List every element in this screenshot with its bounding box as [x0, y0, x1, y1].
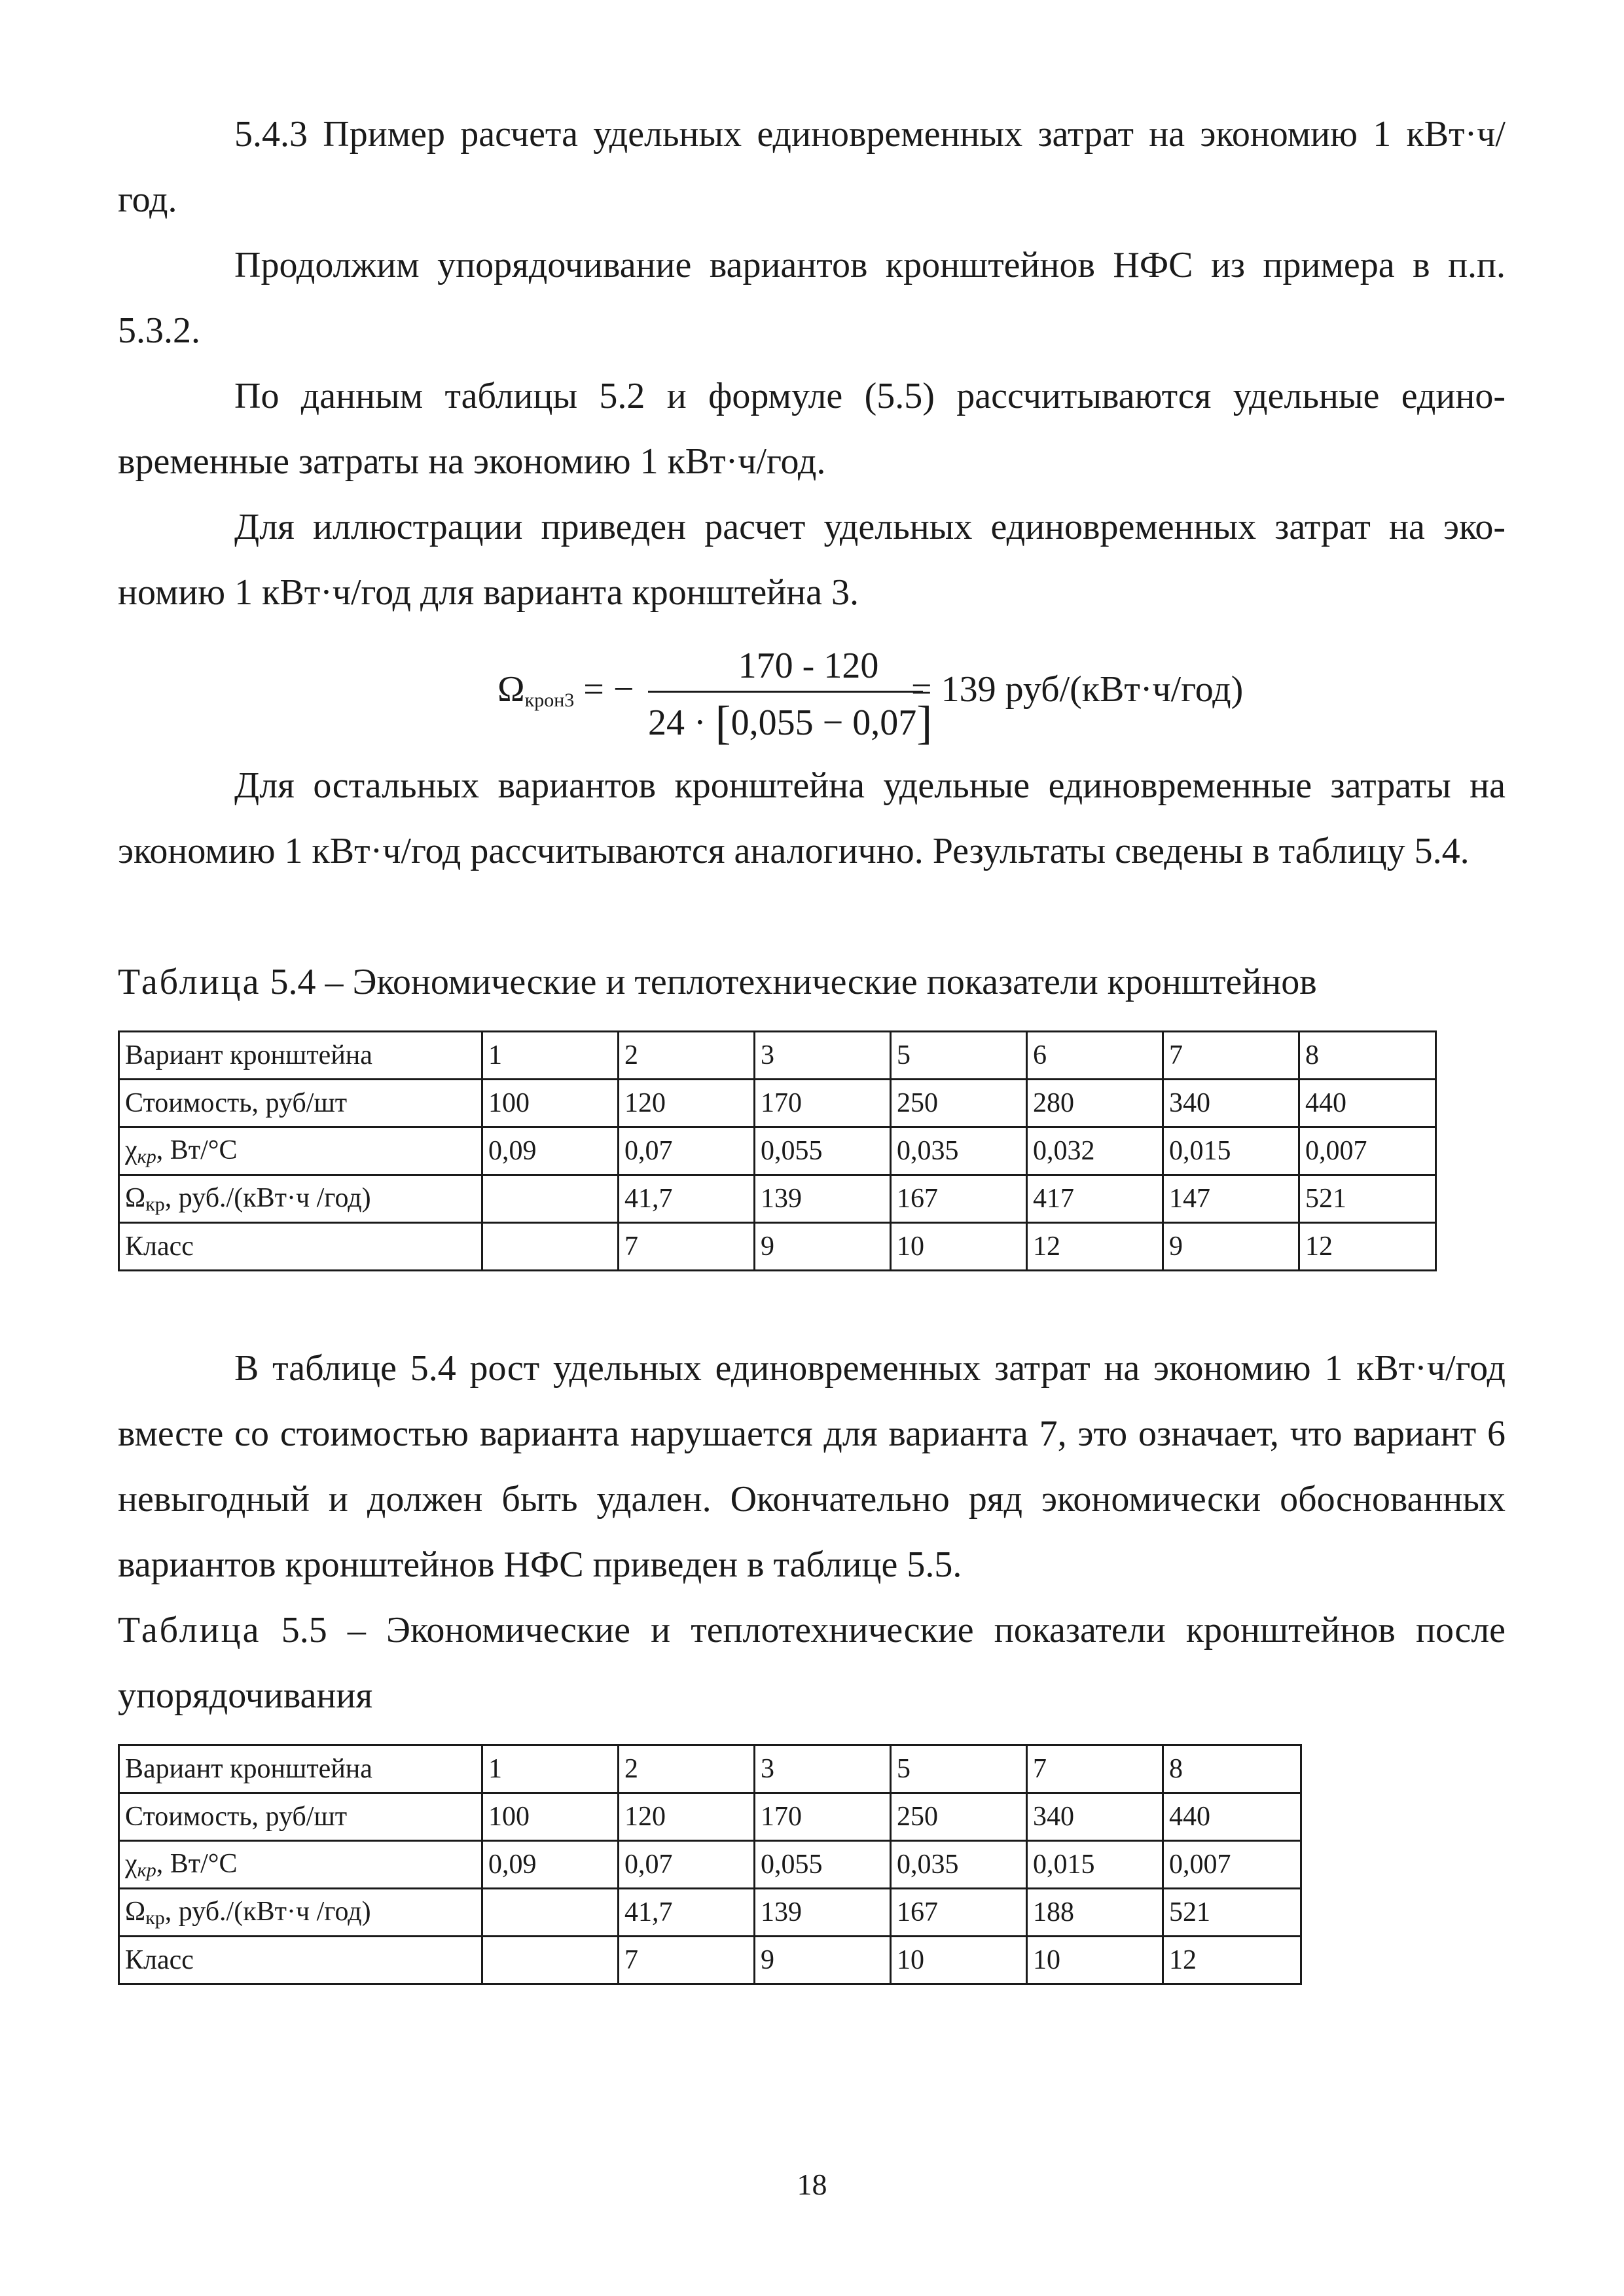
table-cell — [482, 1889, 619, 1937]
chi-unit: , Вт/°С — [156, 1135, 238, 1165]
omega-unit: , руб./(кВт·ч /год) — [164, 1896, 371, 1927]
table-row — [119, 1937, 1301, 1984]
table-5-4 — [118, 1030, 1437, 1271]
row-label: Класс — [119, 1937, 482, 1984]
table-cell: 0,035 — [891, 1841, 1027, 1889]
row-label — [119, 1127, 482, 1175]
table-cell: 9 — [755, 1937, 891, 1984]
table-cell: 3 — [755, 1745, 891, 1793]
denominator-inner: 0,055 − 0,07 — [731, 702, 917, 743]
row-label: Вариант кронштейна — [119, 1745, 482, 1793]
table-cell: 8 — [1163, 1745, 1301, 1793]
table-cell: 340 — [1163, 1080, 1299, 1127]
table-cell: 0,007 — [1163, 1841, 1301, 1889]
table-cell: 9 — [755, 1223, 891, 1271]
table-cell — [482, 1937, 619, 1984]
table-cell: 7 — [1027, 1745, 1163, 1793]
table-row — [119, 1841, 1301, 1889]
table-cell: 0,07 — [619, 1127, 755, 1175]
table-cell: 3 — [755, 1032, 891, 1080]
paragraph: По данным таблицы 5.2 и формуле (5.5) рассчитываются удельные едино-временные затраты на экономию 1 кВт·ч/год. — [118, 376, 1506, 482]
chi-symbol: χ — [125, 1135, 137, 1165]
table1-caption-text: 5.4 – Экономические и теплотехнические показатели кронштейнов — [270, 962, 1317, 1002]
table-cell: 170 — [755, 1080, 891, 1127]
table-cell: 167 — [891, 1889, 1027, 1937]
table2-caption-label: Таблица — [118, 1610, 261, 1650]
table-cell: 521 — [1163, 1889, 1301, 1937]
table-cell: 0,007 — [1299, 1127, 1436, 1175]
table-cell: 139 — [755, 1889, 891, 1937]
table-cell: 10 — [891, 1937, 1027, 1984]
table-row — [119, 1889, 1301, 1937]
table-cell: 2 — [619, 1745, 755, 1793]
table-cell: 10 — [891, 1223, 1027, 1271]
table-cell: 0,015 — [1027, 1841, 1163, 1889]
table-cell: 250 — [891, 1080, 1027, 1127]
paragraph: В таблице 5.4 рост удельных единовременных затрат на экономию 1 кВт·ч/год вместе со стоимостью варианта нарушается для варианта 7, это означает, что вариант 6 невыгодный и должен быть удален. Окончательно ряд экономически обоснованных вариантов кронштейнов НФС приведен в таблице 5.5. — [118, 1348, 1506, 1585]
chi-symbol: χ — [125, 1848, 137, 1879]
table-row — [119, 1793, 1301, 1841]
chi-subscript: кр — [137, 1859, 156, 1881]
row-label: Класс — [119, 1223, 482, 1271]
table-cell: 0,055 — [755, 1127, 891, 1175]
fraction-bar — [648, 691, 923, 693]
table-cell: 139 — [755, 1175, 891, 1223]
table-row — [119, 1745, 1301, 1793]
formula-numerator: 170 - 120 — [738, 646, 879, 686]
table-cell: 250 — [891, 1793, 1027, 1841]
table-cell: 0,032 — [1027, 1127, 1163, 1175]
table-cell: 340 — [1027, 1793, 1163, 1841]
table-cell: 0,055 — [755, 1841, 891, 1889]
paragraph: Для остальных вариантов кронштейна удельные единовременные затраты на экономию 1 кВт·ч/год рассчитываются аналогично. Результаты сведены в таблицу 5.4. — [118, 765, 1506, 871]
omega-subscript: кр — [145, 1906, 165, 1929]
after-table-text-block — [118, 1336, 1506, 1597]
table-cell: 100 — [482, 1080, 619, 1127]
table-row — [119, 1127, 1436, 1175]
row-label — [119, 1889, 482, 1937]
table-cell: 7 — [619, 1937, 755, 1984]
table-cell: 188 — [1027, 1889, 1163, 1937]
section-heading-paragraph: 5.4.3 Пример расчета удельных единовременных затрат на экономию 1 кВт·ч/год. — [118, 114, 1506, 220]
omega-unit: , руб./(кВт·ч /год) — [164, 1182, 371, 1213]
table2-caption-text: 5.5 – Экономические и теплотехнические показатели кронштейнов после упорядочивания — [118, 1610, 1506, 1716]
table-cell: 9 — [1163, 1223, 1299, 1271]
formula-lhs — [497, 668, 634, 712]
table-cell: 6 — [1027, 1032, 1163, 1080]
table-cell: 417 — [1027, 1175, 1163, 1223]
table-row — [119, 1032, 1436, 1080]
omega-subscript: кр — [145, 1193, 165, 1215]
paragraph: Для иллюстрации приведен расчет удельных единовременных затрат на эко-номию 1 кВт·ч/год для варианта кронштейна 3. — [118, 507, 1506, 613]
table-row — [119, 1080, 1436, 1127]
table-cell: 12 — [1299, 1223, 1436, 1271]
row-label: Стоимость, руб/шт — [119, 1793, 482, 1841]
table-cell: 0,07 — [619, 1841, 755, 1889]
table-cell: 1 — [482, 1032, 619, 1080]
table-cell: 41,7 — [619, 1175, 755, 1223]
denominator-prefix: 24 · — [648, 702, 706, 743]
table-cell: 167 — [891, 1175, 1027, 1223]
row-label — [119, 1175, 482, 1223]
table-cell: 147 — [1163, 1175, 1299, 1223]
left-bracket: [ — [715, 697, 731, 749]
table2-caption — [118, 1597, 1506, 1728]
row-label — [119, 1841, 482, 1889]
formula-result: = 139 руб/(кВт·ч/год) — [911, 669, 1244, 710]
chi-subscript: кр — [137, 1145, 156, 1167]
top-text-block — [118, 101, 1506, 625]
table1-caption — [118, 949, 1506, 1015]
table-cell: 170 — [755, 1793, 891, 1841]
omega-symbol: Ω — [125, 1896, 146, 1927]
table-cell — [482, 1175, 619, 1223]
table-cell: 5 — [891, 1032, 1027, 1080]
omega-symbol: Ω — [125, 1182, 146, 1213]
table-cell: 5 — [891, 1745, 1027, 1793]
table-row — [119, 1223, 1436, 1271]
formula-equals: = − — [583, 669, 634, 710]
right-bracket: ] — [916, 697, 933, 749]
page-number: 18 — [797, 2168, 827, 2201]
table-cell: 1 — [482, 1745, 619, 1793]
chi-unit: , Вт/°С — [156, 1848, 238, 1879]
formula-denominator — [648, 696, 933, 750]
table-cell: 12 — [1163, 1937, 1301, 1984]
table-cell: 120 — [619, 1080, 755, 1127]
table-cell: 0,015 — [1163, 1127, 1299, 1175]
table-cell: 440 — [1299, 1080, 1436, 1127]
table-cell: 0,09 — [482, 1127, 619, 1175]
table-cell: 7 — [1163, 1032, 1299, 1080]
formula-subscript: крон3 — [524, 689, 575, 711]
table-cell: 0,09 — [482, 1841, 619, 1889]
table-cell — [482, 1223, 619, 1271]
table-cell: 10 — [1027, 1937, 1163, 1984]
table-cell: 8 — [1299, 1032, 1436, 1080]
table-cell: 12 — [1027, 1223, 1163, 1271]
table-cell: 41,7 — [619, 1889, 755, 1937]
table-cell: 120 — [619, 1793, 755, 1841]
formula — [497, 645, 1283, 749]
table-cell: 440 — [1163, 1793, 1301, 1841]
table-cell: 0,035 — [891, 1127, 1027, 1175]
table-row — [119, 1175, 1436, 1223]
table-cell: 7 — [619, 1223, 755, 1271]
table-cell: 280 — [1027, 1080, 1163, 1127]
row-label: Стоимость, руб/шт — [119, 1080, 482, 1127]
paragraph: Продолжим упорядочивание вариантов кронштейнов НФС из примера в п.п. 5.3.2. — [118, 245, 1506, 351]
table1-caption-label: Таблица — [118, 962, 261, 1002]
table-5-5 — [118, 1744, 1302, 1985]
table-cell: 100 — [482, 1793, 619, 1841]
mid-text-block — [118, 753, 1506, 884]
formula-symbol: Ω — [497, 669, 525, 710]
table-cell: 2 — [619, 1032, 755, 1080]
row-label: Вариант кронштейна — [119, 1032, 482, 1080]
table-cell: 521 — [1299, 1175, 1436, 1223]
